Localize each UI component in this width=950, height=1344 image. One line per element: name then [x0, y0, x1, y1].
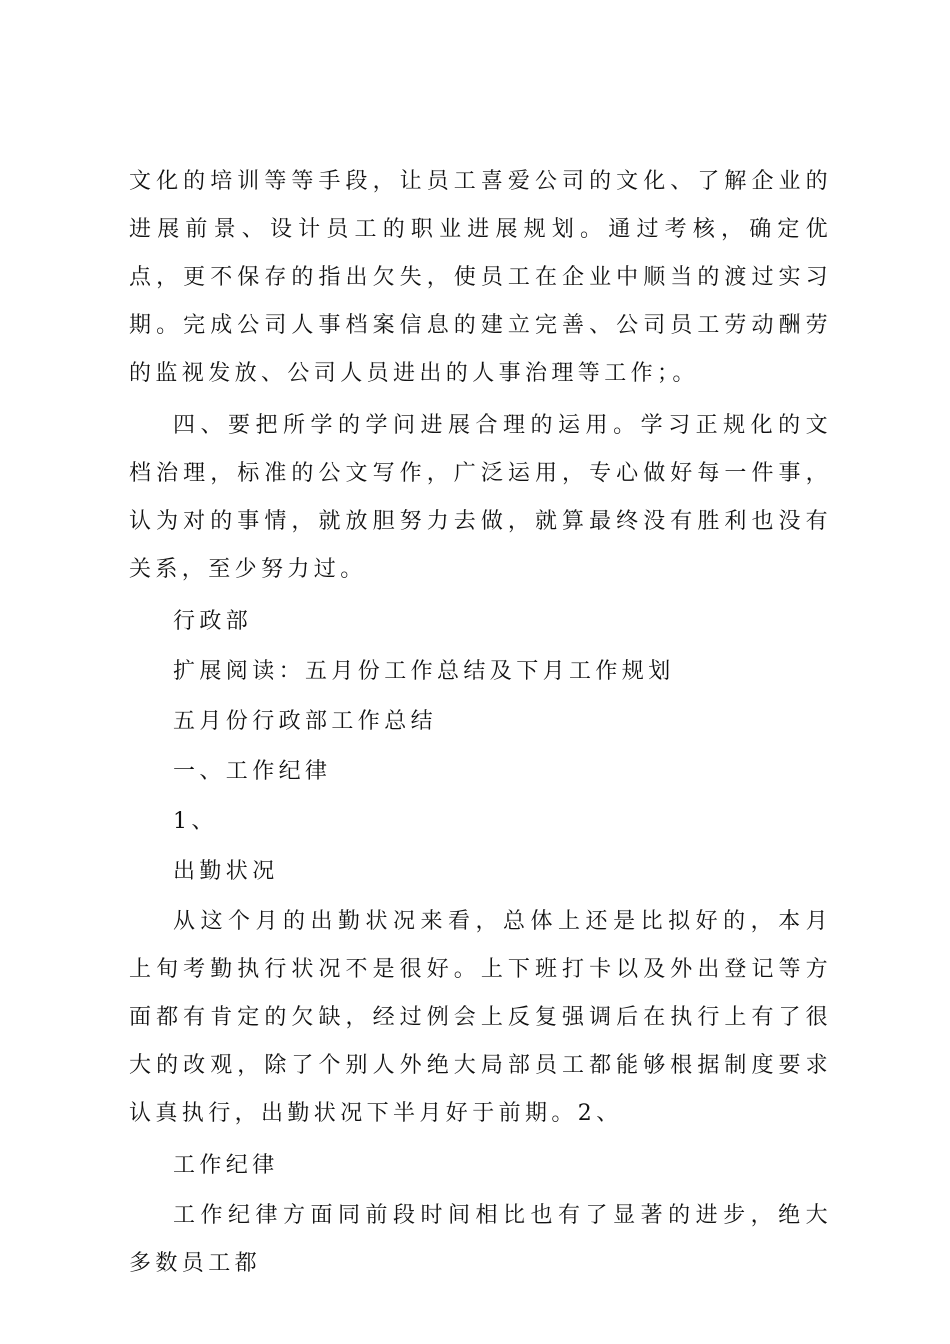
document-body: [129, 158, 832, 1292]
paragraph-training: 文化的培训等等手段，让员工喜爱公司的文化、了解企业的进展前景、设计员工的职业进展规划。通过考核，确定优点，更不保存的指出欠失，使员工在企业中顺当的渡过实习期。完成公司人事档案信息的建立完善、公司员工劳动酬劳的监视发放、公司人员进出的人事治理等工作；。: [129, 169, 832, 386]
extended-reading-title: 扩展阅读：五月份工作总结及下月工作规划: [173, 659, 675, 684]
summary-title: 五月份行政部工作总结: [173, 709, 438, 734]
item-number-1: 1、: [173, 809, 218, 834]
item-heading-attendance: 出勤状况: [173, 859, 279, 884]
paragraph-discipline: 工作纪律方面同前段时间相比也有了显著的进步，绝大多数员工都: [129, 1203, 832, 1276]
paragraph-knowledge-application: 四、要把所学的学问进展合理的运用。学习正规化的文档治理，标准的公文写作，广泛运用，专心做好每一件事，认为对的事情，就放胆努力去做，就算最终没有胜利也没有关系，至少努力过。: [129, 413, 832, 582]
section-heading-work-discipline: 一、工作纪律: [173, 759, 332, 784]
paragraph-attendance: 从这个月的出勤状况来看，总体上还是比拟好的，本月上旬考勤执行状况不是很好。上下班打卡以及外出登记等方面都有肯定的欠缺，经过例会上反复强调后在执行上有了很大的改观，除了个别人外绝大局部员工都能够根据制度要求认真执行，出勤状况下半月好于前期。2、: [129, 909, 832, 1126]
department-signature: 行政部: [173, 609, 253, 634]
item-heading-discipline: 工作纪律: [173, 1153, 279, 1178]
